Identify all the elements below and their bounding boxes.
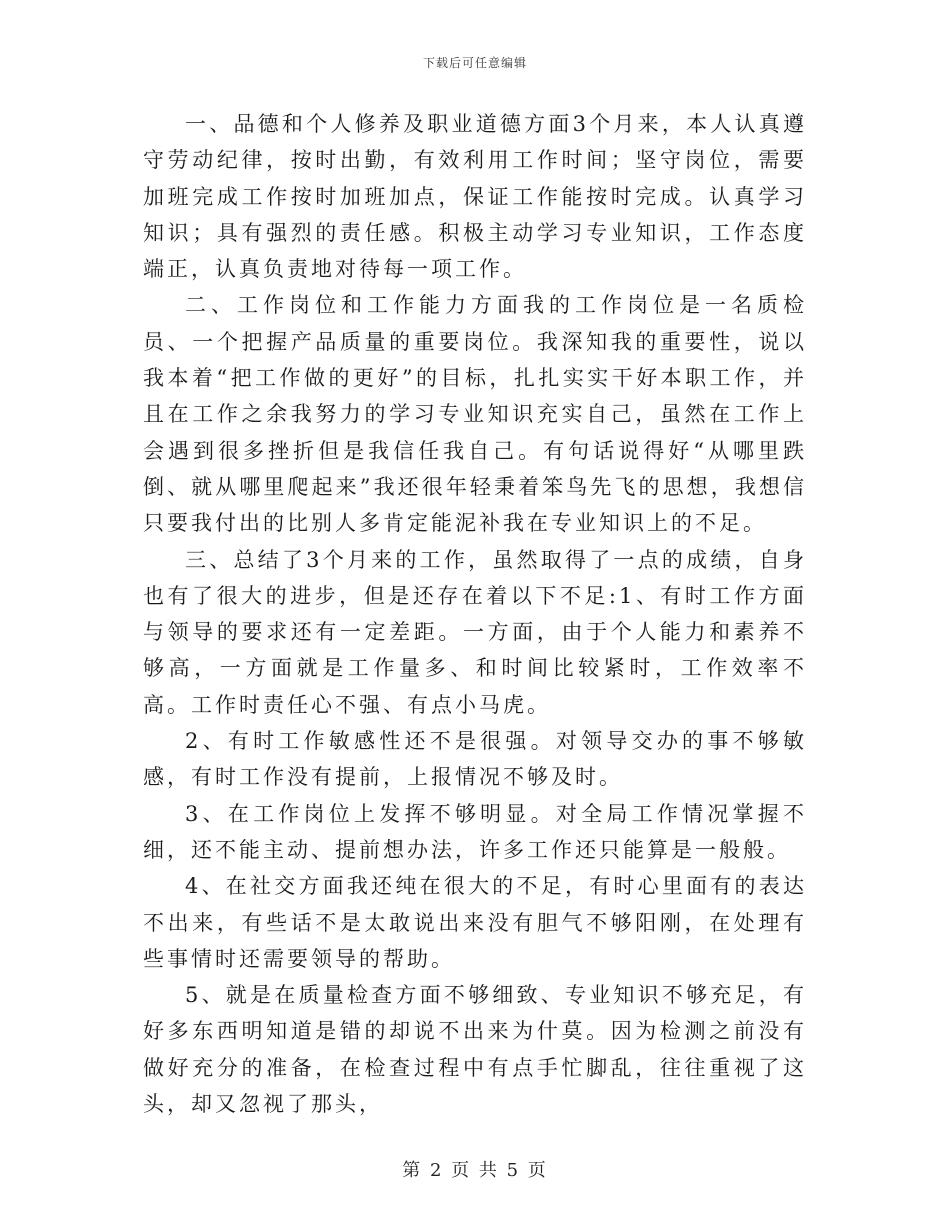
footer-current-page: 2 (429, 1160, 444, 1181)
paragraph-5: 3、在工作岗位上发挥不够明显。对全局工作情况掌握不细，还不能主动、提前想办法，许多工作还只能算是一般般。 (143, 801, 807, 862)
footer-total-pages: 5 (506, 1160, 521, 1181)
paragraph-2: 二、工作岗位和工作能力方面我的工作岗位是一名质检员、一个把握产品质量的重要岗位。我深知我的重要性，说以我本着“把工作做的更好”的目标，扎扎实实干好本职工作，并且在工作之余我努力的学习专业知识充实自己，虽然在工作上会遇到很多挫折但是我信任我自己。有句话说得好“从哪里跌倒、就从哪里爬起来”我还很年轻秉着笨鸟先飞的思想，我想信只要我付出的比别人多肯定能泥补我在专业知识上的不足。 (143, 293, 807, 536)
paragraph-1: 一、品德和个人修养及职业道德方面3个月来，本人认真遵守劳动纪律，按时出勤，有效利用工作时间；坚守岗位，需要加班完成工作按时加班加点，保证工作能按时完成。认真学习知识；具有强烈的责任感。积极主动学习专业知识，工作态度端正，认真负责地对待每一项工作。 (143, 112, 807, 282)
footer-middle: 页 共 (451, 1160, 499, 1181)
paragraph-7: 5、就是在质量检查方面不够细致、专业知识不够充足，有好多东西明知道是错的却说不出来为什莫。因为检测之前没有做好充分的准备，在检查过程中有点手忙脚乱，往往重视了这头，却又忽视了那头， (143, 983, 807, 1117)
footer-prefix: 第 (402, 1160, 423, 1181)
page-header: 下载后可任意编辑 (422, 56, 527, 70)
paragraph-6: 4、在社交方面我还纯在很大的不足，有时心里面有的表达不出来，有些话不是太敢说出来没有胆气不够阳刚，在处理有些事情时还需要领导的帮助。 (143, 874, 807, 971)
paragraph-4: 2、有时工作敏感性还不是很强。对领导交办的事不够敏感，有时工作没有提前，上报情况不够及时。 (143, 729, 807, 790)
page-footer (0, 1156, 950, 1182)
document-body (143, 106, 807, 1122)
paragraph-3: 三、总结了3个月来的工作，虽然取得了一点的成绩，自身也有了很大的进步，但是还存在着以下不足:1、有时工作方面与领导的要求还有一定差距。一方面，由于个人能力和素养不够高，一方面就是工作量多、和时间比较紧时，工作效率不高。工作时责任心不强、有点小马虎。 (143, 547, 807, 717)
footer-suffix: 页 (527, 1160, 548, 1181)
